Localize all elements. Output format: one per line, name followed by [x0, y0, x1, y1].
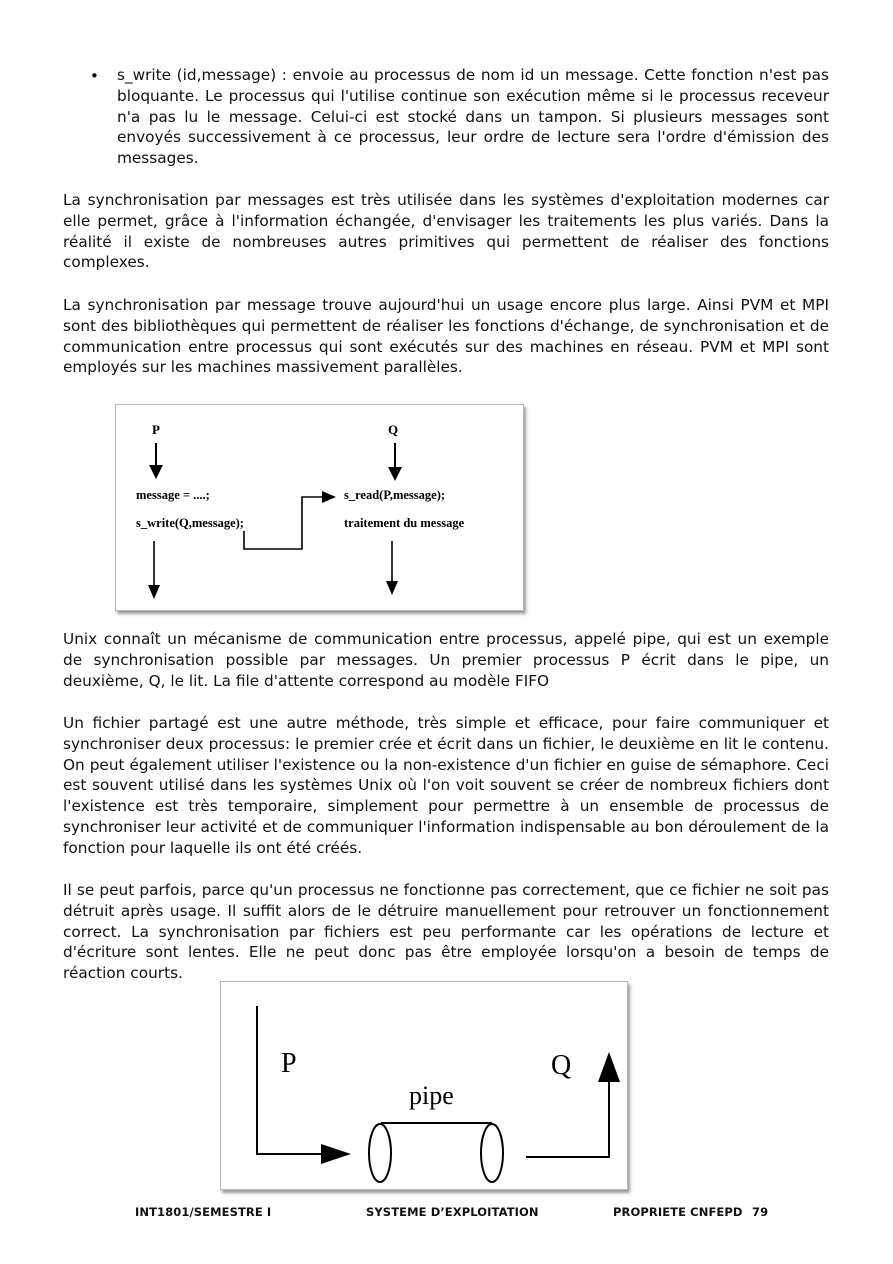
- paragraph-1: La synchronisation par messages est très utilisée dans les systèmes d'exploitation modernes car elle permet, grâce à l'information échangée, d'envisager les traitements les plus variés. Dans la réalité il existe de nombreuses autres primitives qui permettent de réaliser des fonctions complexes.: [63, 191, 829, 272]
- line-message-assign: message = ....;: [136, 488, 210, 502]
- paragraph-5: Il se peut parfois, parce qu'un processus ne fonctionne pas correctement, que ce fichier ne soit pas détruit après usage. Il suffit alors de le détruire manuellement pour retrouver un fonctionnement correct. La synchronisation par fichiers est peu performante car les opérations de lecture et d'écriture sont lentes. Elle ne peut donc pas être employée lorsqu'on a besoin de temps de réaction courts.: [63, 881, 829, 983]
- figure-message-exchange: [115, 404, 524, 611]
- pipe-process-q-label: Q: [551, 1050, 572, 1081]
- line-s-read: s_read(P,message);: [344, 488, 446, 502]
- footer-page-number: 79: [752, 1205, 769, 1219]
- paragraph-3: Unix connaît un mécanisme de communication entre processus, appelé pipe, qui est un exemple de synchronisation possible par messages. Un premier processus P écrit dans le pipe, un deuxième, Q, le lit. La file d'attente correspond au modèle FIFO: [63, 630, 829, 690]
- bullet-item-s-write: s_write (id,message) : envoie au processus de nom id un message. Cette fonction n'est pas bloquante. Le processus qui l'utilise continue son exécution même si le processus receveur n'a pas lu le message. Celui-ci est stocké dans un tampon. Si plusieurs messages sont envoyés successivement à ce processus, leur ordre de lecture sera l'ordre d'émission des messages.: [117, 66, 829, 168]
- paragraph-2: La synchronisation par message trouve aujourd'hui un usage encore plus large. Ainsi PVM et MPI sont des bibliothèques qui permettent de réaliser les fonctions d'échange, de synchronisation et de communication entre processus qui sont exécutés sur des machines en réseau. PVM et MPI sont employés sur les machines massivement parallèles.: [63, 296, 829, 377]
- process-p-label: P: [152, 422, 160, 437]
- footer-owner: PROPRIETE CNFEPD: [613, 1205, 743, 1219]
- pipe-label: pipe: [409, 1081, 454, 1110]
- paragraph-4: Un fichier partagé est une autre méthode, très simple et efficace, pour faire communiquer et synchroniser deux processus: le premier crée et écrit dans un fichier, le deuxième en lit le contenu. On peut également utiliser l'existence ou la non-existence d'un fichier en guise de sémaphore. Ceci est souvent utilisé dans les systèmes Unix où l'on voit souvent se créer de nombreux fichiers dont l'existence est très temporaire, simplement pour permettre à un ensemble de processus de synchroniser leur activité et de communiquer l'information indispensable au bon déroulement de la fonction pour laquelle ils ont été créés.: [63, 714, 829, 857]
- figure-pipe: [220, 981, 628, 1190]
- pipe-process-p-label: P: [281, 1048, 297, 1079]
- footer-subject: SYSTEME D’EXPLOITATION: [366, 1205, 539, 1219]
- process-q-label: Q: [388, 422, 399, 437]
- footer-course: INT1801/SEMESTRE I: [135, 1205, 272, 1219]
- line-traitement: traitement du message: [344, 516, 465, 530]
- bullet-marker: •: [90, 67, 99, 85]
- line-s-write: s_write(Q,message);: [136, 516, 244, 530]
